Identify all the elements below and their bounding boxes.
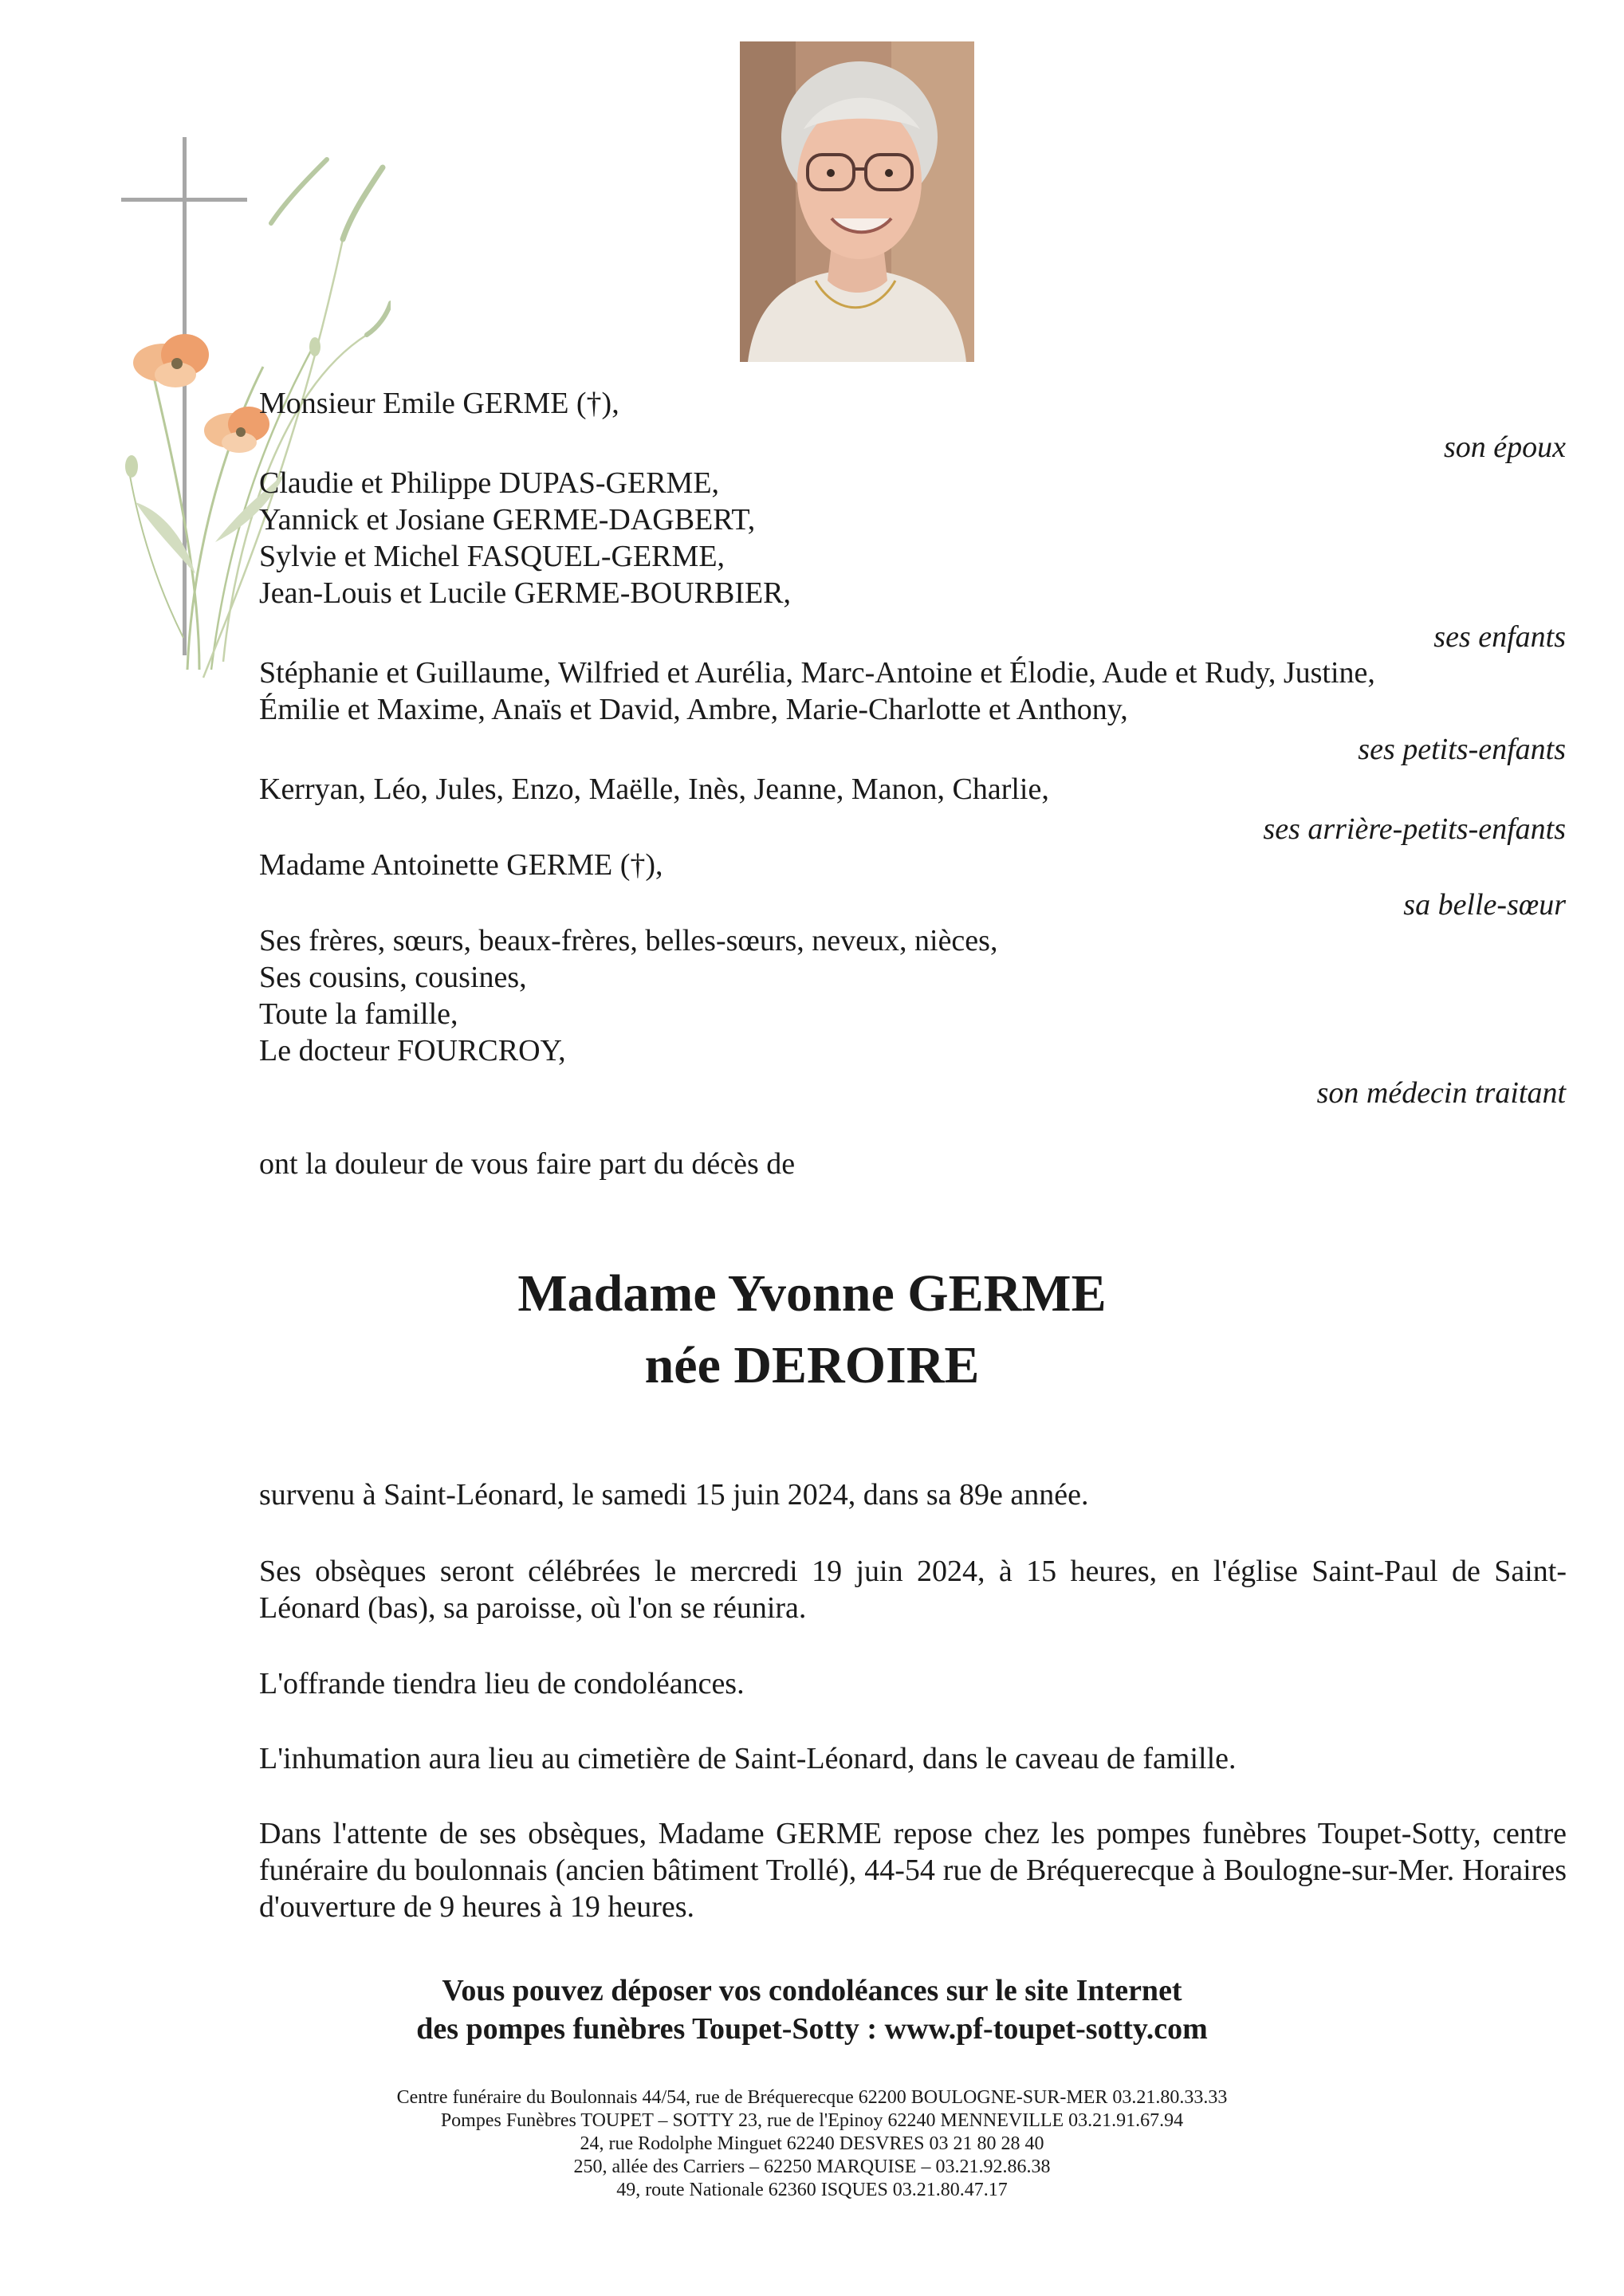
grandchildren-role: ses petits-enfants — [1358, 733, 1566, 766]
grandchildren-line-2: Émilie et Maxime, Anaïs et David, Ambre, Marie-Charlotte et Anthony, — [259, 693, 1128, 726]
sister-in-law-role: sa belle-sœur — [1403, 888, 1566, 922]
deceased-maiden-name: née DEROIRE — [644, 1336, 980, 1394]
announcement-line: ont la douleur de vous faire part du décès de — [259, 1147, 796, 1181]
others-role: son médecin traitant — [1316, 1076, 1566, 1110]
others-line-2: Ses cousins, cousines, — [259, 961, 527, 994]
death-date-paragraph: survenu à Saint-Léonard, le samedi 15 juin 2024, dans sa 89e année. — [259, 1478, 1089, 1512]
footer-address-3: 24, rue Rodolphe Minguet 62240 DESVRES 03 21 80 28 40 — [580, 2133, 1044, 2154]
condolences-line-2: des pompes funèbres Toupet-Sotty : www.pf-toupet-sotty.com — [416, 2012, 1208, 2046]
offering-paragraph: L'offrande tiendra lieu de condoléances. — [259, 1667, 745, 1700]
child-line-2: Yannick et Josiane GERME-DAGBERT, — [259, 503, 756, 537]
child-line-1: Claudie et Philippe DUPAS-GERME, — [259, 466, 720, 500]
footer-address-4: 250, allée des Carriers – 62250 MARQUISE – 03.21.92.86.38 — [573, 2156, 1051, 2177]
others-line-1: Ses frères, sœurs, beaux-frères, belles-sœurs, neveux, nièces, — [259, 924, 998, 957]
spouse-role: son époux — [1443, 431, 1566, 464]
others-line-3: Toute la famille, — [259, 997, 458, 1031]
grandchildren-line-1: Stéphanie et Guillaume, Wilfried et Aurélia, Marc-Antoine et Élodie, Aude et Rudy, Justine, — [259, 656, 1375, 690]
deceased-name: Madame Yvonne GERME — [517, 1264, 1107, 1323]
spouse-line: Monsieur Emile GERME (†), — [259, 387, 619, 420]
footer-address-1: Centre funéraire du Boulonnais 44/54, rue de Bréquerecque 62200 BOULOGNE-SUR-MER 03.21.80.33.33 — [396, 2087, 1228, 2108]
condolences-line-1: Vous pouvez déposer vos condoléances sur le site Internet — [442, 1974, 1182, 2007]
great-grandchildren-role: ses arrière-petits-enfants — [1263, 812, 1566, 846]
great-grandchildren-line: Kerryan, Léo, Jules, Enzo, Maëlle, Inès, Jeanne, Manon, Charlie, — [259, 773, 1049, 806]
sister-in-law-line: Madame Antoinette GERME (†), — [259, 848, 663, 882]
footer-address-2: Pompes Funèbres TOUPET – SOTTY 23, rue de l'Epinoy 62240 MENNEVILLE 03.21.91.67.94 — [440, 2110, 1184, 2131]
funeral-paragraph: Ses obsèques seront célébrées le mercredi 19 juin 2024, à 15 heures, en l'église Saint-Paul de Saint-Léonard (bas), sa paroisse, où l'on se réunira. — [259, 1555, 1567, 1625]
children-role: ses enfants — [1433, 620, 1566, 654]
rest-location-paragraph: Dans l'attente de ses obsèques, Madame GERME repose chez les pompes funèbres Toupet-Sotty, centre funéraire du boulonnais (ancien bâtiment Trollé), 44-54 rue de Bréquerecque à Boulogne-sur-Mer. Horaires d'ouverture de 9 heures à 19 heures. — [259, 1817, 1567, 1924]
burial-paragraph: L'inhumation aura lieu au cimetière de Saint-Léonard, dans le caveau de famille. — [259, 1742, 1237, 1775]
others-line-4: Le docteur FOURCROY, — [259, 1034, 566, 1067]
child-line-4: Jean-Louis et Lucile GERME-BOURBIER, — [259, 576, 792, 610]
footer-address-5: 49, route Nationale 62360 ISQUES 03.21.80.47.17 — [616, 2180, 1008, 2200]
child-line-3: Sylvie et Michel FASQUEL-GERME, — [259, 540, 725, 573]
portrait-photo — [740, 41, 974, 362]
